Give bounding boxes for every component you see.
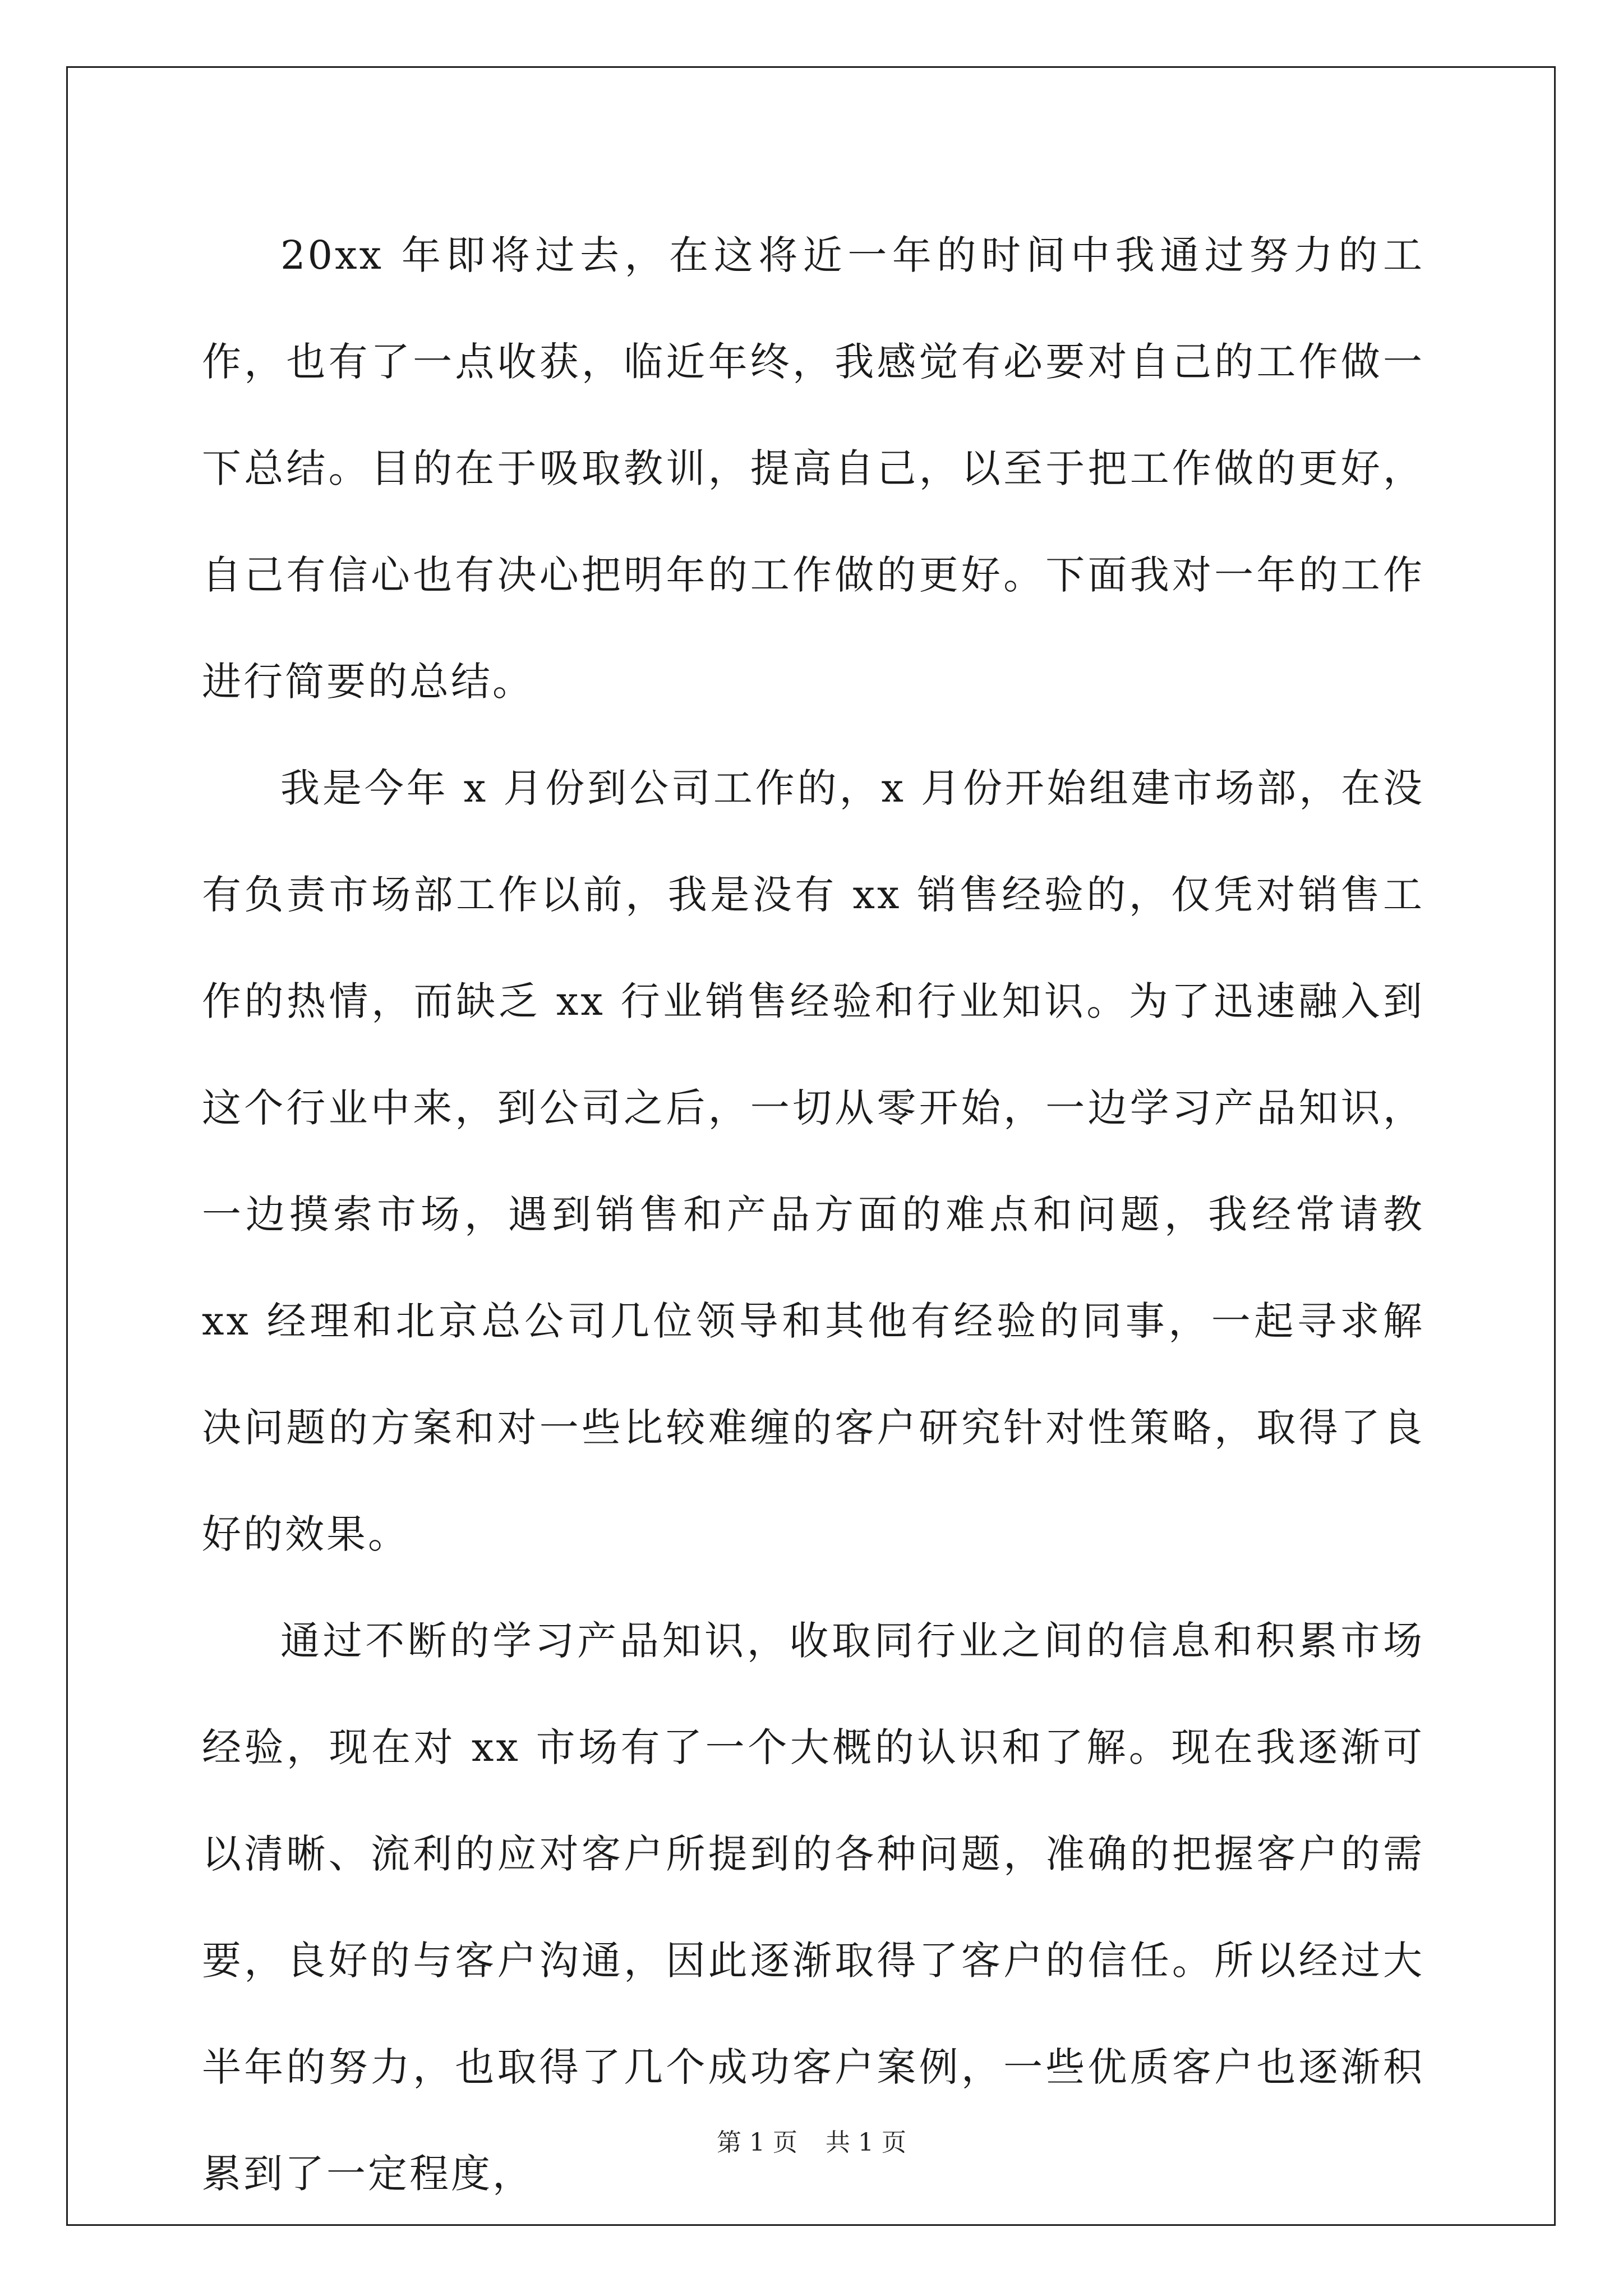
paragraph-1: 20xx 年即将过去，在这将近一年的时间中我通过努力的工作，也有了一点收获，临近年终，我感觉有必要对自己的工作做一下总结。目的在于吸取教训，提高自己，以至于把工作做的更好，自己有信心也有决心把明年的工作做的更好。下面我对一年的工作进行简要的总结。 (202, 232, 1424, 705)
paragraph-3: 通过不断的学习产品知识，收取同行业之间的信息和积累市场经验，现在对 xx 市场有了一个大概的认识和了解。现在我逐渐可以清晰、流利的应对客户所提到的各种问题，准确的把握客户的需要，良好的与客户沟通，因此逐渐取得了客户的信任。所以经过大半年的努力，也取得了几个成功客户案例，一些优质客户也逐渐积累到了一定程度， (202, 1618, 1424, 2197)
page-number-total: 共 1 页 (826, 2128, 906, 2157)
page-number-current: 第 1 页 (717, 2128, 797, 2157)
paragraph-2: 我是今年 x 月份到公司工作的，x 月份开始组建市场部，在没有负责市场部工作以前，我是没有 xx 销售经验的，仅凭对销售工作的热情，而缺乏 xx 行业销售经验和行业知识。为了迅速融入到这个行业中来，到公司之后，一切从零开始，一边学习产品知识，一边摸索市场，遇到销售和产品方面的难点和问题，我经常请教 xx 经理和北京总公司几位领导和其他有经验的同事，一起寻求解决问题的方案和对一些比较难缠的客户研究针对性策略，取得了良好的效果。 (202, 765, 1424, 1557)
page-footer (0, 2126, 1623, 2160)
document-body (202, 202, 1424, 2227)
